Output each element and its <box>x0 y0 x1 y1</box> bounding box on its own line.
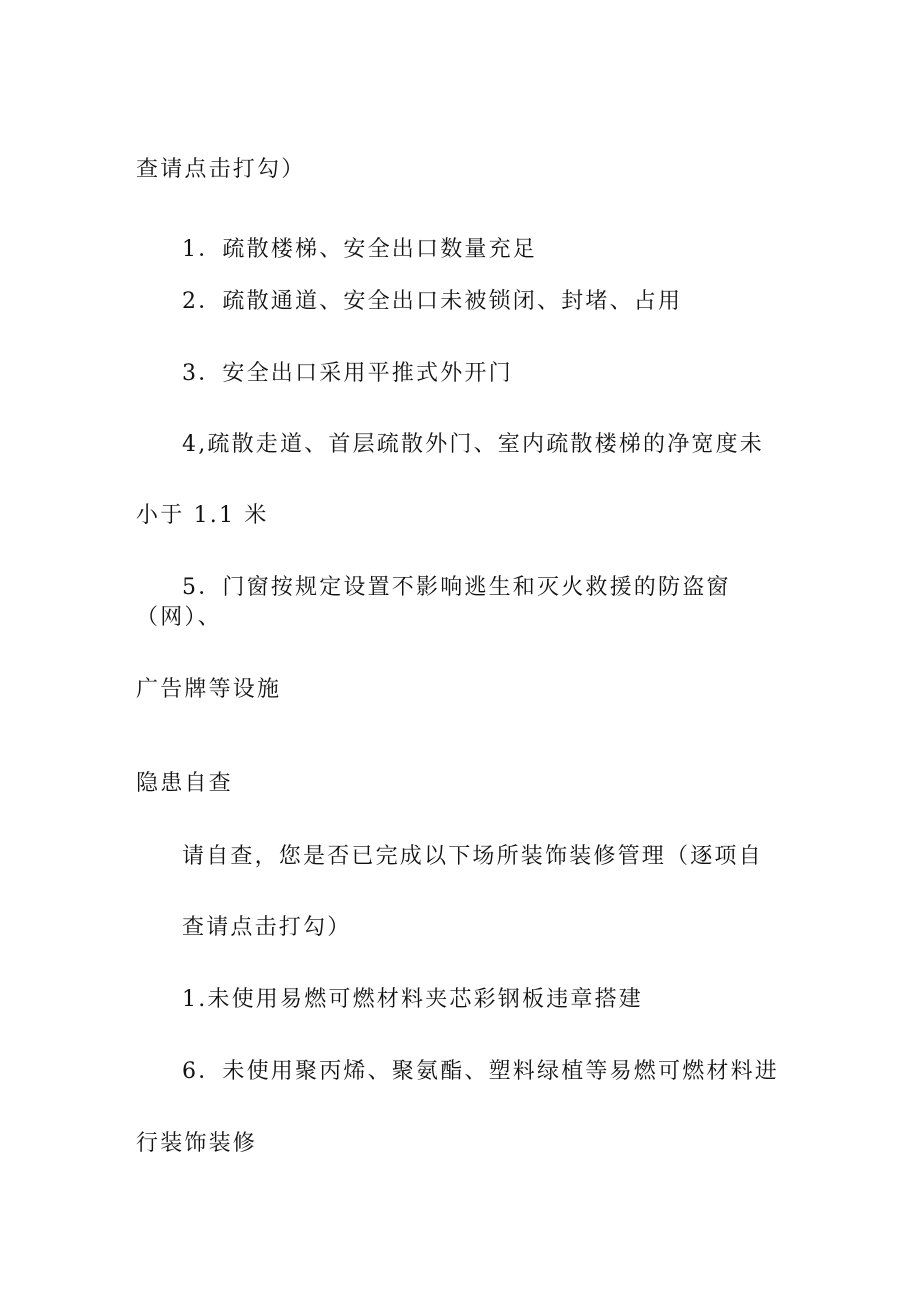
text-line: （网）、 <box>136 605 222 630</box>
text-line: 查请点击打勾） <box>182 915 352 940</box>
list-item: 2．疏散通道、安全出口未被锁闭、封堵、占用 <box>182 289 683 314</box>
list-item: 5．门窗按规定设置不影响逃生和灭火救援的防盗窗 <box>182 575 731 600</box>
text-line: 小于 1.1 米 <box>136 503 269 528</box>
list-item: 3．安全出口采用平推式外开门 <box>182 361 513 386</box>
text-line: 请自查，您是否已完成以下场所装饰装修管理（逐项自 <box>182 844 763 869</box>
text-line: 行装饰装修 <box>136 1131 258 1156</box>
list-item: 1.未使用易燃可燃材料夹芯彩钢板违章搭建 <box>182 987 643 1012</box>
text-line: 广告牌等设施 <box>136 677 282 702</box>
list-item: 1．疏散楼梯、安全出口数量充足 <box>182 237 537 262</box>
section-heading: 隐患自查 <box>136 771 233 796</box>
list-item: 4,疏散走道、首层疏散外门、室内疏散楼梯的净宽度未 <box>182 432 764 457</box>
list-item: 6．未使用聚丙烯、聚氨酯、塑料绿植等易燃可燃材料进 <box>182 1059 779 1084</box>
text-line: 查请点击打勾） <box>136 157 306 182</box>
